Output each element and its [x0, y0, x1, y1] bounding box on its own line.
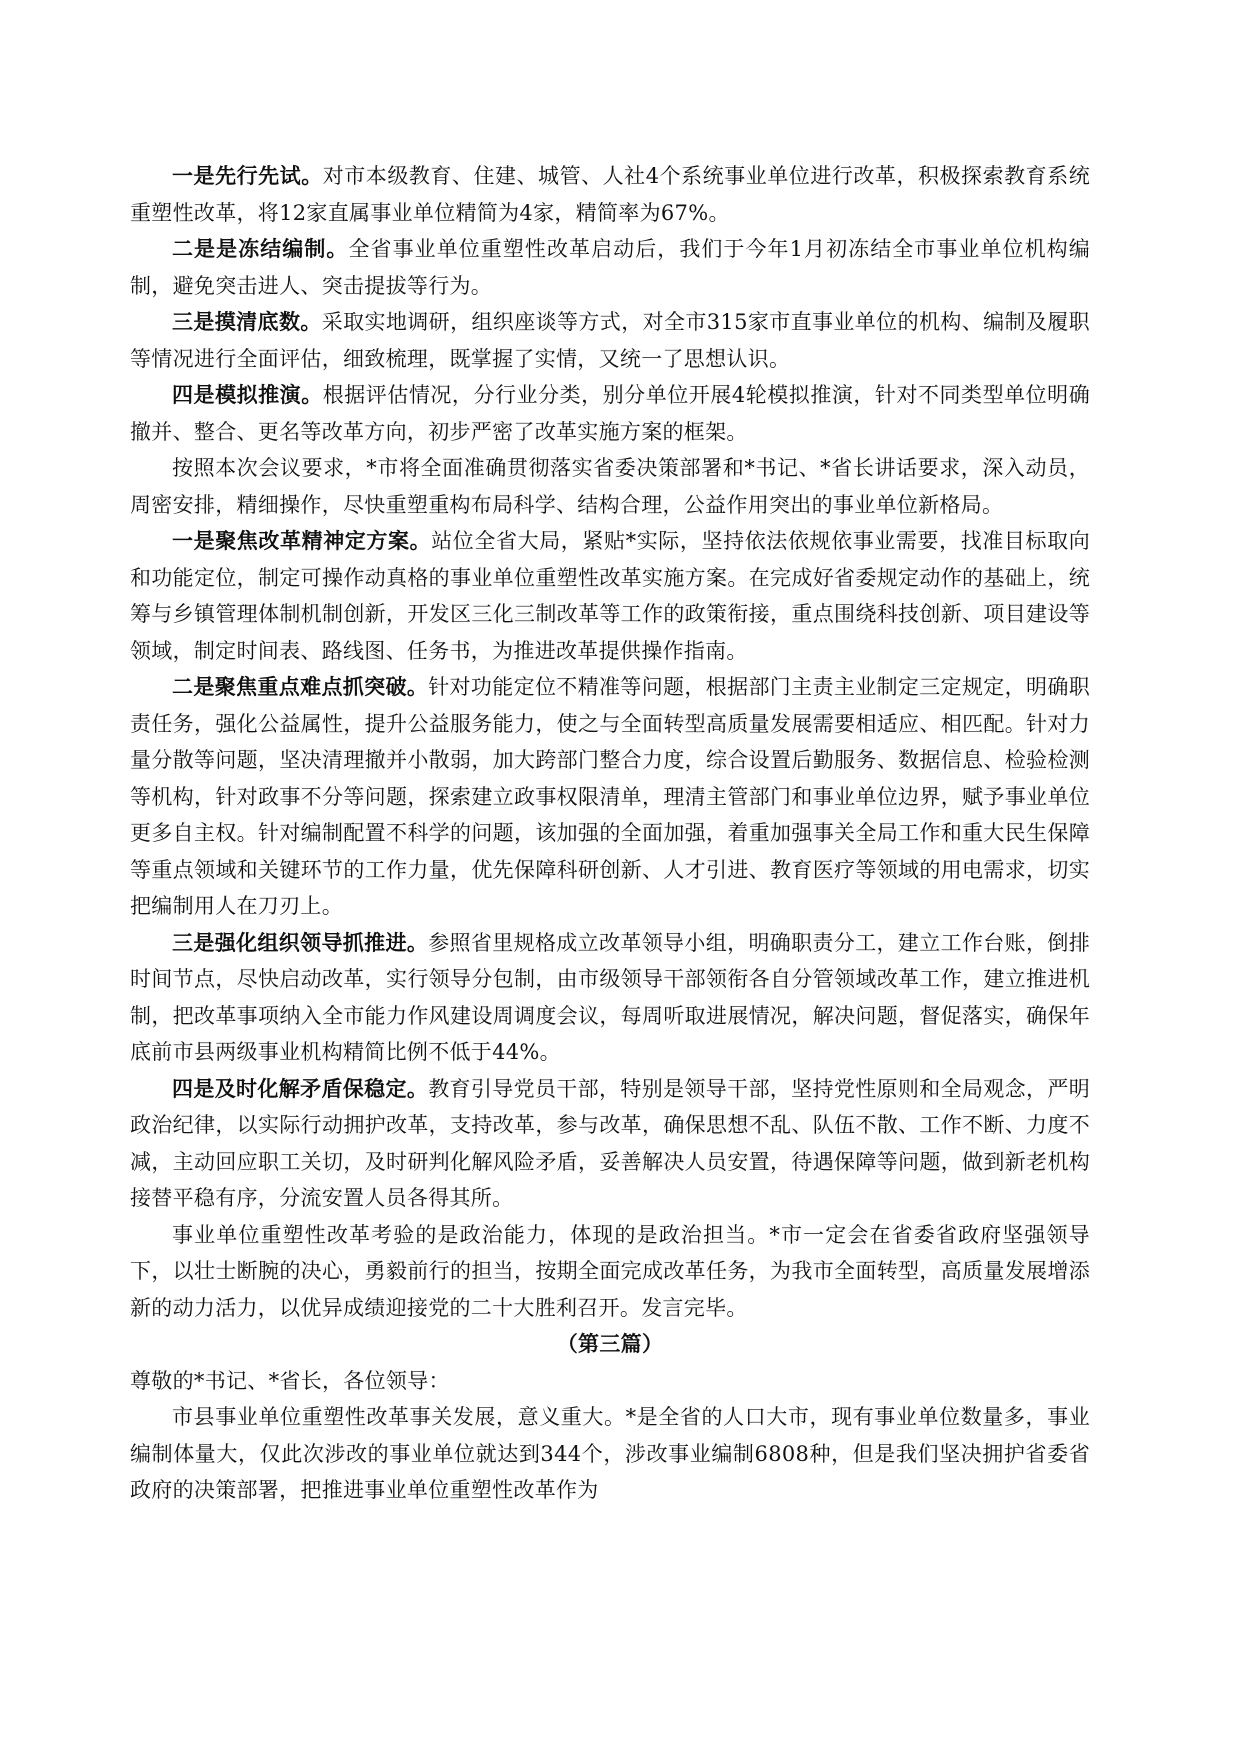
paragraph-pilot-first	[130, 158, 1090, 231]
paragraph-text: 事业单位重塑性改革考验的是政治能力，体现的是政治担当。*市一定会在省委省政府坚强领导下，以壮士断腕的决心，勇毅前行的担当，按期全面完成改革任务，为我市全面转型，高质量发展增添新的动力活力，以优异成绩迎接党的二十大胜利召开。发言完毕。	[130, 1222, 1090, 1320]
paragraph-lead: 三是强化组织领导抓推进。	[172, 929, 429, 955]
salutation: 尊敬的*书记、*省长，各位领导：	[130, 1368, 450, 1393]
paragraph-meeting-requirements	[130, 450, 1090, 523]
section-title: （第三篇）	[556, 1331, 664, 1356]
paragraph-conclusion	[130, 1217, 1090, 1327]
paragraph-third-intro: 市县事业单位重塑性改革事关发展，意义重大。*是全省的人口大市，现有事业单位数量多，事业编制体量大，仅此次涉改的事业单位就达到344个，涉改事业编制6808种，但是我们坚决拥护省委省政府的决策部署，把推进事业单位重塑性改革作为	[130, 1405, 1090, 1502]
paragraph-text: 全省事业单位重塑性改革启动后，我们于今年1月初冻结全市事业单位机构编制，避免突击进人、突击提拔等行为。	[130, 237, 1091, 298]
document-page	[130, 158, 1090, 1509]
paragraph-organization-leadership	[130, 925, 1090, 1071]
paragraph-freeze-staffing	[130, 231, 1090, 304]
paragraph-text: 参照省里规格成立改革领导小组，明确职责分工，建立工作台账，倒排时间节点，尽快启动改革，实行领导分包制，由市级领导干部领衔各自分管领域改革工作，建立推进机制，把改革事项纳入全市能力作风建设周调度会议，每周听取进展情况，解决问题，督促落实，确保年底前市县两级事业机构精简比例不低于44%。	[130, 930, 1090, 1064]
paragraph-text: 采取实地调研，组织座谈等方式，对全市315家市直事业单位的机构、编制及履职等情况进行全面评估，细致梳理，既掌握了实情，又统一了思想认识。	[130, 310, 1090, 371]
paragraph-focus-plan	[130, 523, 1090, 669]
paragraph-focus-breakthrough	[130, 669, 1090, 925]
paragraph-text: 按照本次会议要求，*市将全面准确贯彻落实省委决策部署和*书记、*省长讲话要求，深入动员，周密安排，精细操作，尽快重塑重构布局科学、结构合理，公益作用突出的事业单位新格局。	[130, 456, 1090, 517]
paragraph-stability	[130, 1071, 1090, 1217]
paragraph-text: 针对功能定位不精准等问题，根据部门主责主业制定三定规定，明确职责任务，强化公益属性，提升公益服务能力，使之与全面转型高质量发展需要相适应、相匹配。针对力量分散等问题，坚决清理撤并小散弱，加大跨部门整合力度，综合设置后勤服务、数据信息、检验检测等机构，针对政事不分等问题，探索建立政事权限清单，理清主管部门和事业单位边界，赋予事业单位更多自主权。针对编制配置不科学的问题，该加强的全面加强，着重加强事关全局工作和重大民生保障等重点领域和关键环节的工作力量，优先保障科研创新、人才引进、教育医疗等领域的用电需求，切实把编制用人在刀刃上。	[130, 675, 1090, 918]
paragraph-lead: 三是摸清底数。	[172, 309, 322, 334]
paragraph-survey-baseline	[130, 304, 1090, 377]
paragraph-text: 对市本级教育、住建、城管、人社4个系统事业单位进行改革，积极探索教育系统重塑性改革，将12家直属事业单位精简为4家，精简率为67%。	[130, 164, 1090, 225]
paragraph-text: 教育引导党员干部，特别是领导干部，坚持党性原则和全局观念，严明政治纪律，以实际行动拥护改革，支持改革，参与改革，确保思想不乱、队伍不散、工作不断、力度不减，主动回应职工关切，及时研判化解风险矛盾，妥善解决人员安置，待遇保障等问题，做到新老机构接替平稳有序，分流安置人员各得其所。	[130, 1076, 1090, 1210]
paragraph-text: 根据评估情况，分行业分类，别分单位开展4轮模拟推演，针对不同类型单位明确撤并、整合、更名等改革方向，初步严密了改革实施方案的框架。	[130, 383, 1090, 444]
paragraph-lead: 四是模拟推演。	[172, 382, 323, 407]
paragraph-lead: 一是先行先试。	[172, 163, 323, 188]
paragraph-lead: 四是及时化解矛盾保稳定。	[172, 1075, 429, 1101]
paragraph-text: 站位全省大局，紧贴*实际，坚持依法依规依事业需要，找准目标取向和功能定位，制定可操作动真格的事业单位重塑性改革实施方案。在完成好省委规定动作的基础上，统筹与乡镇管理体制机制创新，开发区三化三制改革等工作的政策衔接，重点围绕科技创新、项目建设等领域，制定时间表、路线图、任务书，为推进改革提供操作指南。	[130, 529, 1090, 663]
paragraph-lead: 二是是冻结编制。	[172, 236, 349, 261]
paragraph-lead: 一是聚焦改革精神定方案。	[172, 528, 432, 553]
paragraph-lead: 二是聚焦重点难点抓突破。	[172, 674, 429, 699]
paragraph-simulation	[130, 377, 1090, 450]
